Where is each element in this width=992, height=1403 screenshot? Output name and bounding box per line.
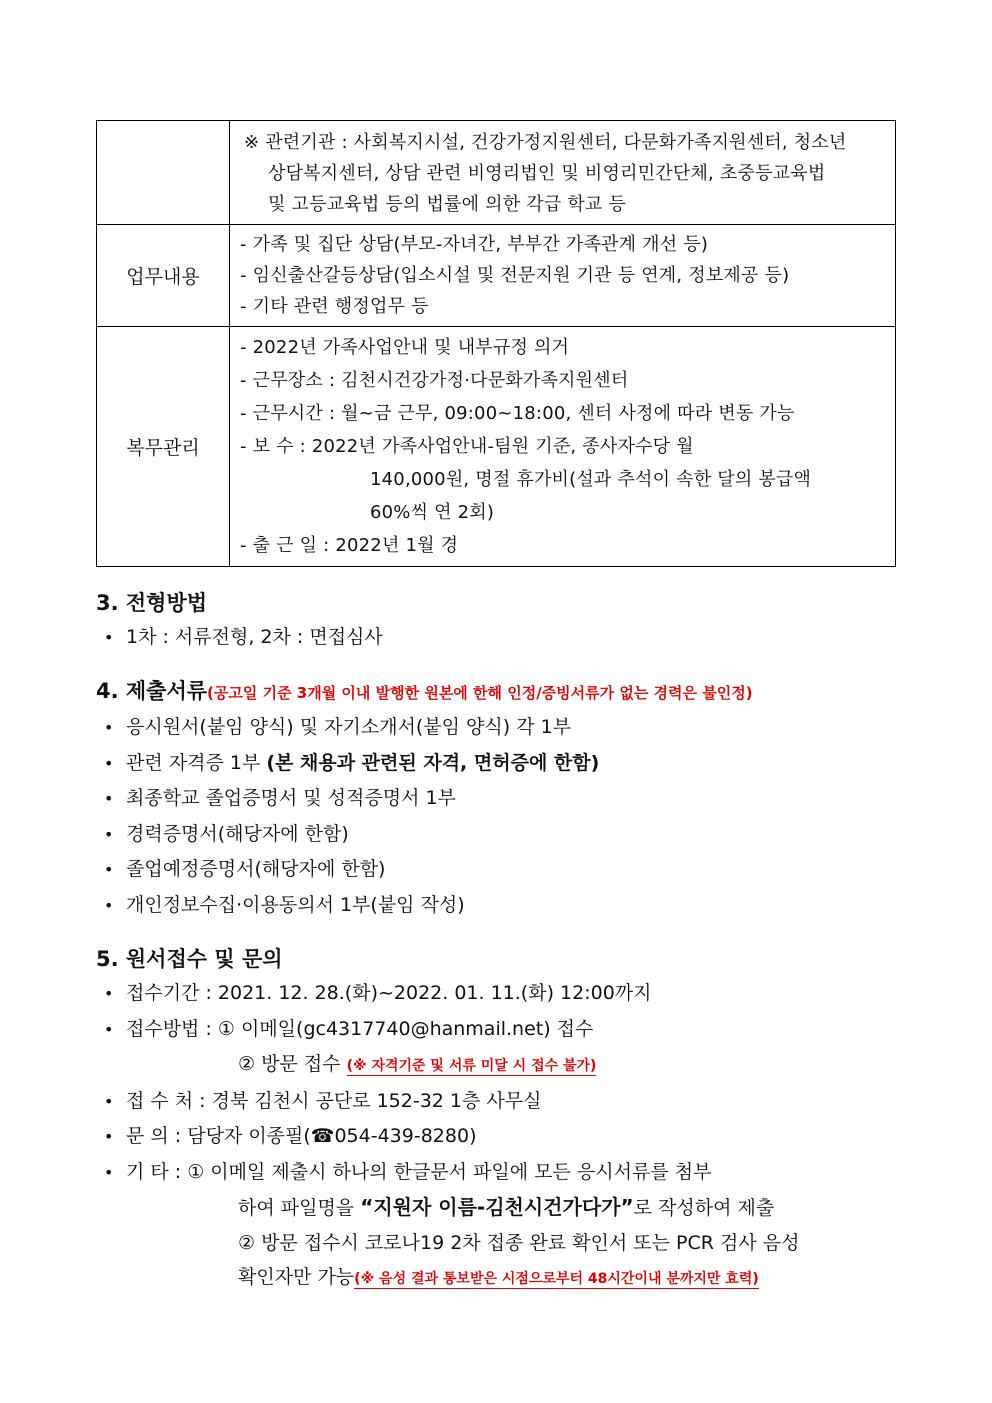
bullet-icon: • <box>104 1019 114 1039</box>
application-period: 접수기간 : 2021. 12. 28.(화)~2022. 01. 11.(화) 12:00까지 <box>126 982 652 1004</box>
related-agency-line-2: 상담복지센터, 상담 관련 비영리법인 및 비영리민간단체, 초중등교육법 <box>268 163 826 184</box>
section-application <box>96 942 916 1297</box>
bullet-icon: • <box>104 628 114 647</box>
section-3-title: 3. 전형방법 <box>96 591 208 615</box>
section-5-title: 5. 원서접수 및 문의 <box>96 947 283 971</box>
service-label: 복무관리 <box>97 327 230 567</box>
application-method-1: 접수방법 : ① 이메일(gc4317740@hanmail.net) 접수 <box>126 1017 594 1040</box>
document-item-2-emphasis: (본 채용과 관련된 자격, 면허증에 한함) <box>266 751 600 774</box>
service-workplace: - 근무장소 : 김천시건강가정·다문화가족지원센터 <box>240 370 629 391</box>
bullet-icon: • <box>104 984 114 1003</box>
duties-cell <box>230 225 896 327</box>
document-item-4: 경력증명서(해당자에 한함) <box>126 822 349 845</box>
list-item <box>96 781 916 817</box>
application-method-2-note: (※ 자격기준 및 서류 미달 시 접수 불가) <box>346 1058 597 1074</box>
application-etc-4-note: (※ 음성 결과 통보받은 시점으로부터 48시간이내 분까지만 효력) <box>354 1271 759 1287</box>
bullet-icon: • <box>104 860 114 879</box>
bullet-icon: • <box>104 1127 114 1146</box>
list-item <box>96 817 916 853</box>
application-etc-2-line <box>96 1190 916 1226</box>
job-info-table <box>96 120 896 567</box>
service-pay-line-1: - 보 수 : 2022년 가족사업안내-팀원 기준, 종사자수당 월 <box>240 436 694 457</box>
application-etc-4-line <box>96 1260 916 1297</box>
list-item <box>96 852 916 888</box>
document-item-6: 개인정보수집·이용동의서 1부(붙임 작성) <box>126 893 465 916</box>
application-method-2-line <box>96 1047 916 1084</box>
application-etc-1: 기 타 : ① 이메일 제출시 하나의 한글문서 파일에 모든 응시서류를 첨부 <box>126 1160 712 1183</box>
document-item-2: 관련 자격증 1부 <box>126 751 267 774</box>
list-item <box>96 888 916 924</box>
empty-label-cell <box>97 121 230 225</box>
duties-line-2: - 임신출산갈등상담(입소시설 및 전문지원 기관 등 연계, 정보제공 등) <box>240 265 790 286</box>
section-4-title-wrap <box>96 674 916 710</box>
duties-line-1: - 가족 및 집단 상담(부모-자녀간, 부부간 가족관계 개선 등) <box>240 234 709 255</box>
bullet-icon: • <box>104 1162 114 1182</box>
bullet-icon: • <box>104 753 114 773</box>
section-4-title-note: (공고일 기준 3개월 이내 발행한 원본에 한해 인정/증빙서류가 없는 경력은 불인정) <box>207 684 753 702</box>
list-item <box>96 1119 916 1155</box>
list-item <box>96 1155 916 1191</box>
list-item <box>96 710 916 746</box>
document-item-1: 응시원서(붙임 양식) 및 자기소개서(붙임 양식) 각 1부 <box>126 716 572 738</box>
bullet-icon: • <box>104 895 114 915</box>
service-cell <box>230 327 896 567</box>
bullet-icon: • <box>104 718 114 737</box>
list-item <box>96 1084 916 1120</box>
section-selection-method <box>96 586 916 656</box>
application-etc-4: 확인자만 가능 <box>238 1266 355 1288</box>
service-row <box>97 327 896 567</box>
list-item <box>96 976 916 1012</box>
duties-label: 업무내용 <box>97 225 230 327</box>
related-agency-line-3: 및 고등교육법 등의 법률에 의한 각급 학교 등 <box>268 194 627 215</box>
list-item <box>96 620 916 656</box>
service-basis: - 2022년 가족사업안내 및 내부규정 의거 <box>240 337 570 358</box>
selection-steps: 1차 : 서류전형, 2차 : 면접심사 <box>126 626 383 648</box>
section-documents <box>96 674 916 923</box>
application-etc-3-line: ② 방문 접수시 코로나19 2차 접종 완료 확인서 또는 PCR 검사 음성 <box>238 1231 800 1254</box>
document-item-5: 졸업예정증명서(해당자에 한함) <box>126 858 386 880</box>
application-etc-2-filename: “지원자 이름-김천시건가다가” <box>360 1195 634 1219</box>
bullet-icon: • <box>104 1091 114 1111</box>
bullet-icon: • <box>104 789 114 808</box>
application-place: 접 수 처 : 경북 김천시 공단로 152-32 1층 사무실 <box>126 1089 542 1112</box>
related-agency-cell <box>230 121 896 225</box>
duties-row <box>97 225 896 327</box>
related-agency-row <box>97 121 896 225</box>
service-pay-line-3: 60%씩 연 2회) <box>370 502 495 523</box>
list-item <box>96 1012 916 1048</box>
service-hours: - 근무시간 : 월~금 근무, 09:00~18:00, 센터 사정에 따라 변동 가능 <box>240 403 795 424</box>
application-contact: 문 의 : 담당자 이종필(☎054-439-8280) <box>126 1125 477 1147</box>
application-method-2: ② 방문 접수 <box>238 1053 347 1075</box>
service-start-date: - 출 근 일 : 2022년 1월 경 <box>240 535 459 556</box>
list-item <box>96 746 916 782</box>
service-pay-line-2: 140,000원, 명절 휴가비(설과 추석이 속한 달의 봉급액 <box>370 469 812 490</box>
bullet-icon: • <box>104 824 114 844</box>
duties-line-3: - 기타 관련 행정업무 등 <box>240 296 429 317</box>
related-agency-line-1: ※ 관련기관 : 사회복지시설, 건강가정지원센터, 다문화가족지원센터, 청소년 <box>244 132 847 153</box>
application-etc-2a: 하여 파일명을 <box>238 1197 361 1219</box>
section-4-title: 4. 제출서류 <box>96 679 208 703</box>
document-item-3: 최종학교 졸업증명서 및 성적증명서 1부 <box>126 787 456 809</box>
application-etc-2c: 로 작성하여 제출 <box>633 1197 775 1219</box>
